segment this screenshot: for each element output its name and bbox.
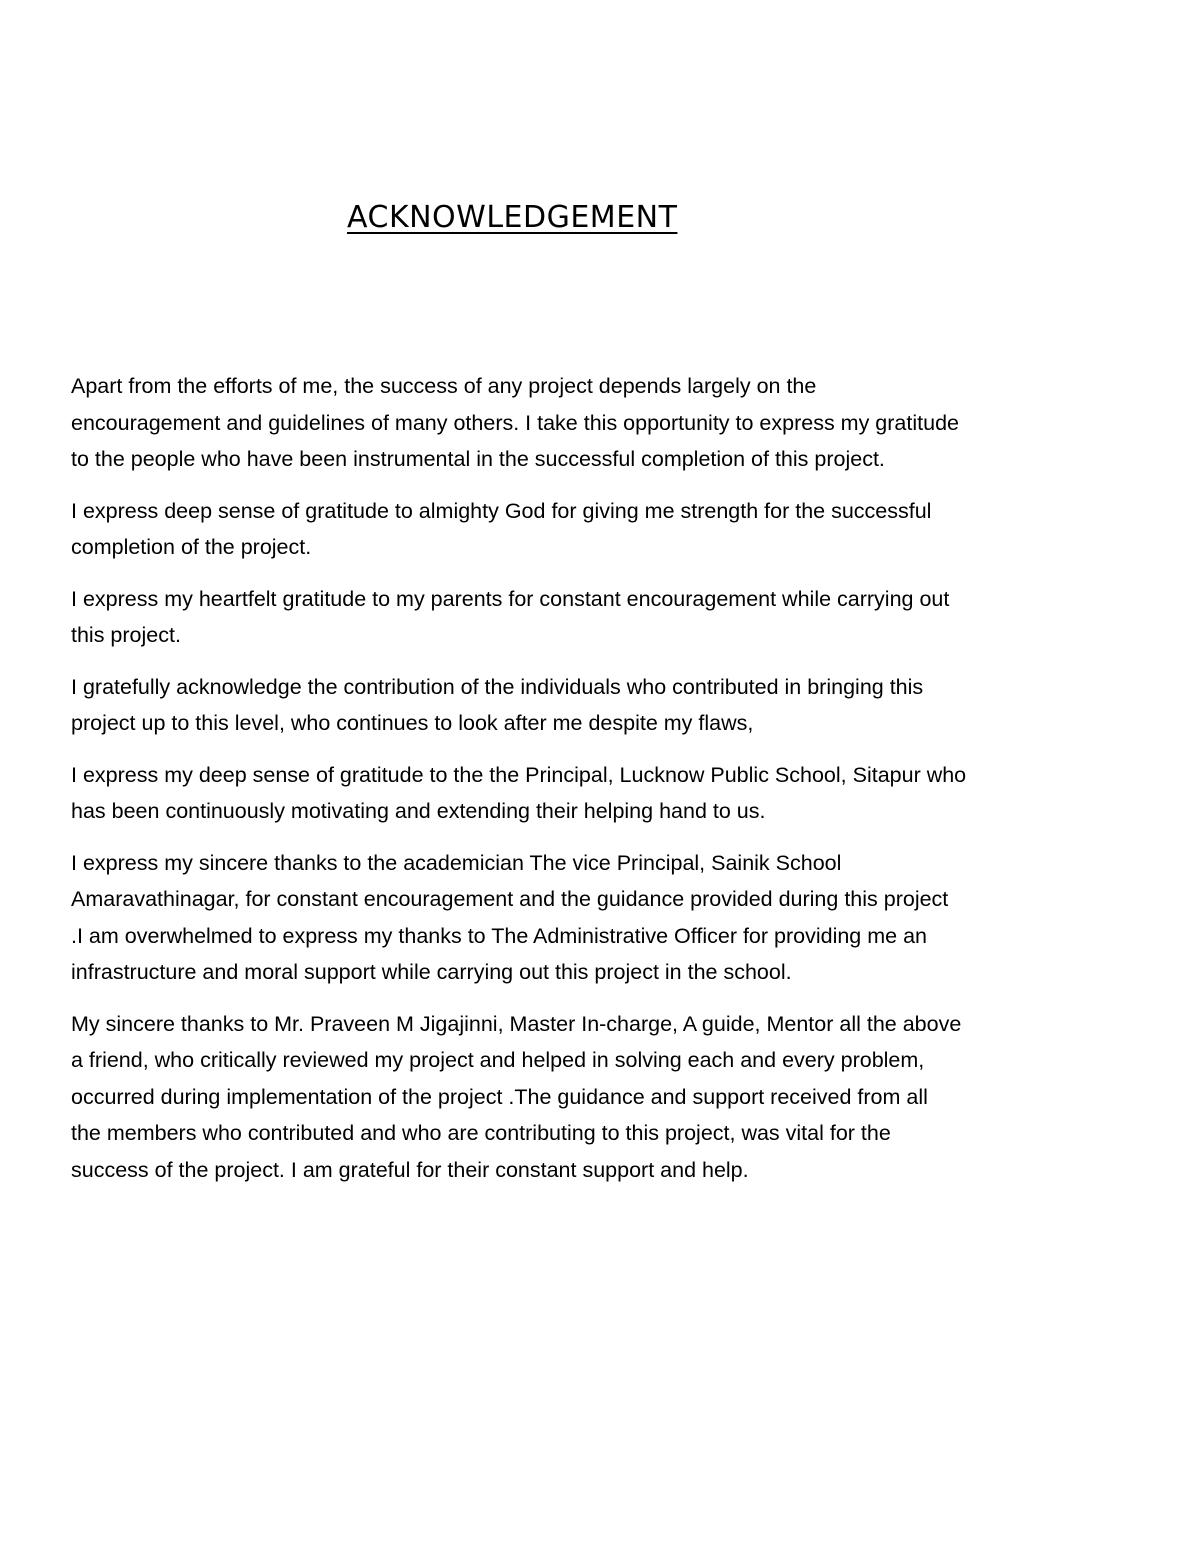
paragraph-parents: I express my heartfelt gratitude to my parents for constant encouragement while carrying out this project.: [71, 586, 950, 647]
paragraph-god: I express deep sense of gratitude to almighty God for giving me strength for the successful completion of the project.: [71, 498, 932, 559]
paragraph-principal: I express my deep sense of gratitude to the the Principal, Lucknow Public School, Sitapur who has been continuously motivating and extending their helping hand to us.: [71, 762, 967, 823]
acknowledgement-body: [71, 368, 1136, 1203]
paragraph-project-success: Apart from the efforts of me, the success of any project depends largely on the encouragement and guidelines of many others. I take this opportunity to express my gratitude to the people who have been instrumental in the successful completion of this project.: [71, 374, 959, 471]
paragraph-guide: My sincere thanks to Mr. Praveen M Jigajinni, Master In-charge, A guide, Mentor all the above a friend, who critically reviewed my project and helped in solving each and every problem, occurred during implementation of the project .The guidance and support received from all the members who contributed and who are contributing to this project, was vital for the success of the project. I am grateful for their constant support and help.: [71, 1011, 962, 1182]
paragraph-vice-principal: I express my sincere thanks to the academician The vice Principal, Sainik School Amaravathinagar, for constant encouragement and the guidance provided during this project .I am overwhelmed to express my thanks to The Administrative Officer for providing me an infrastructure and moral support while carrying out this project in the school.: [71, 850, 949, 984]
page-title: ACKNOWLEDGEMENT: [347, 200, 678, 235]
paragraph-individuals: I gratefully acknowledge the contribution of the individuals who contributed in bringing this project up to this level, who continues to look after me despite my flaws,: [71, 674, 924, 735]
